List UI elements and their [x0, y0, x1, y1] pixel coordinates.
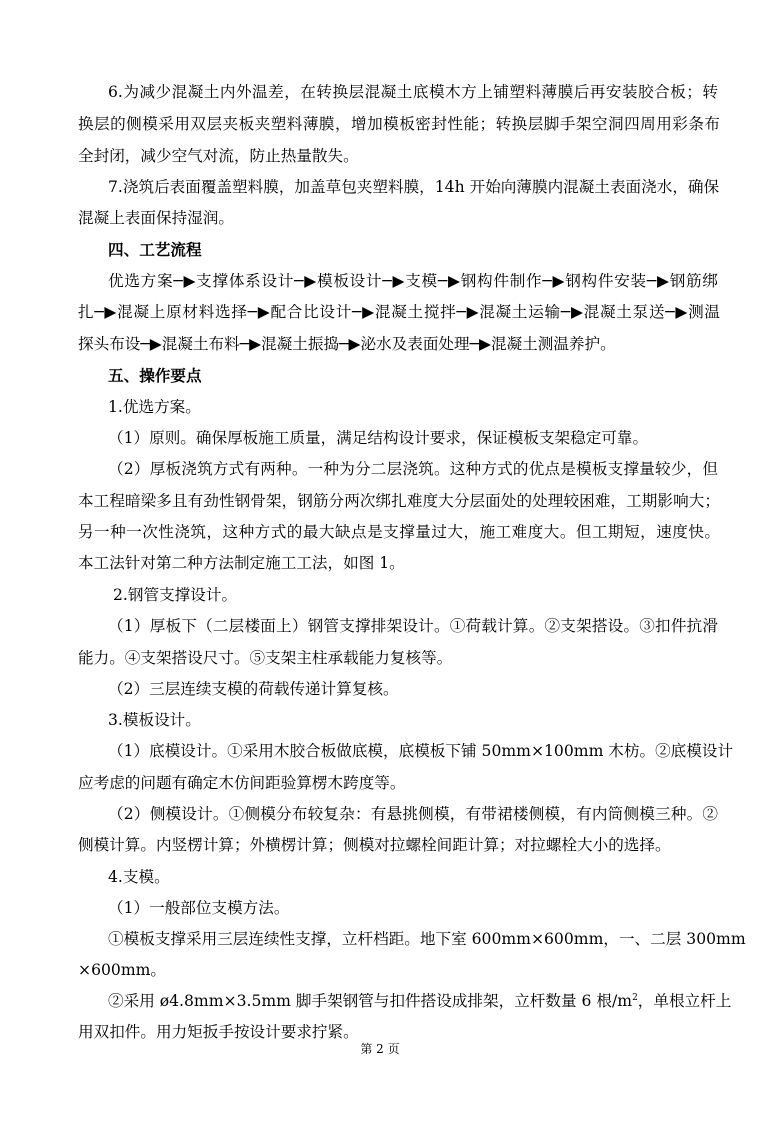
item-1-heading: 1.优选方案。 [108, 398, 201, 416]
paragraph-6-line-1: 6.为减少混凝土内外温差，在转换层混凝土底模木方上铺塑料薄膜后再安装胶合板；转 [108, 83, 718, 101]
item-3-side-form-line-1: （2）侧模设计。①侧模分布较复杂：有悬挑侧模，有带裙楼侧模，有内筒侧模三种。② [108, 805, 718, 823]
item-3-side-form-line-2: 侧模计算。内竖楞计算；外横楞计算；侧模对拉螺栓间距计算；对拉螺栓大小的选择。 [78, 836, 671, 854]
item-4-scaffold-suffix: ，单根立杆上 [637, 992, 732, 1010]
process-flow-line-3: 探头布设─▶混凝土布料─▶混凝土振捣─▶泌水及表面处理─▶混凝土测温养护。 [78, 335, 616, 353]
item-4-scaffold-line-1 [108, 991, 732, 1011]
item-4-scaffold-main: ②采用 ø4.8mm×3.5mm 脚手架钢管与扣件搭设成排架，立杆数量 6 根/m [108, 992, 633, 1010]
section-heading-process-flow: 四、工艺流程 [108, 240, 202, 259]
item-4-scaffold-line-2: 用双扣件。用力矩扳手按设计要求拧紧。 [78, 1023, 359, 1041]
paragraph-7-line-1: 7.浇筑后表面覆盖塑料膜，加盖草包夹塑料膜，14h 开始向薄膜内混凝土表面浇水，确保 [108, 178, 720, 196]
paragraph-6-line-3: 全封闭，减少空气对流，防止热量散失。 [78, 147, 359, 165]
paragraph-7-line-2: 混凝上表面保持湿润。 [78, 209, 234, 227]
item-1-pouring-line-4: 本工法针对第二种方法制定施工工法，如图 1。 [78, 554, 405, 572]
item-1-pouring-line-1: （2）厚板浇筑方式有两种。一种为分二层浇筑。这种方式的优点是模板支撑量较少，但 [108, 460, 718, 478]
item-3-bottom-form-line-2: 应考虑的问题有确定木仿间距验算楞木跨度等。 [78, 774, 406, 792]
item-1-principle: （1）原则。确保厚板施工质量，满足结构设计要求，保证模板支架稳定可靠。 [108, 429, 649, 447]
item-2-support-line-1: （1）厚板下（二层楼面上）钢管支撑排架设计。①荷载计算。②支架搭设。③扣件抗滑 [108, 617, 718, 635]
item-2-load-transfer: （2）三层连续支模的荷载传递计算复核。 [108, 680, 399, 698]
item-1-pouring-line-2: 本工程暗梁多且有劲性钢骨架，钢筋分两次绑扎难度大分层面处的处理较困难，工期影响大； [78, 492, 720, 510]
item-4-heading: 4.支模。 [108, 868, 170, 886]
item-2-support-line-2: 能力。④支架搭设尺寸。⑤支架主柱承载能力复核等。 [78, 649, 453, 667]
page-number-footer: 第 2 页 [360, 1042, 400, 1056]
item-2-heading: 2.钢管支撑设计。 [113, 586, 238, 604]
item-4-scaffold-text [108, 991, 638, 1011]
section-heading-key-points: 五、操作要点 [108, 366, 202, 385]
item-4-general-method: （1）一般部位支模方法。 [108, 899, 290, 917]
item-4-support-line-1: ①模板支撑采用三层连续性支撑，立杆档距。地下室 600mm×600mm，一、二层 300mm [108, 930, 746, 948]
item-3-heading: 3.模板设计。 [108, 711, 201, 729]
process-flow-line-2: 扎─▶混凝上原材料选择─▶配合比设计─▶混凝土搅拌─▶混凝土运输─▶混凝土泵送─▶测温 [78, 303, 720, 321]
process-flow-line-1: 优选方案─▶支撑体系设计─▶模板设计─▶支模─▶钢构件制作─▶钢构件安装─▶钢筋绑 [108, 272, 718, 290]
paragraph-6-line-2: 换层的侧模采用双层夹板夹塑料薄膜，增加模板密封性能；转换层脚手架空洞四周用彩条布 [78, 115, 720, 133]
square-meter-exponent: 2 [632, 992, 638, 1003]
item-1-pouring-line-3: 另一种一次性浇筑，这种方式的最大缺点是支撑量过大，施工难度大。但工期短，速度快。 [78, 523, 720, 541]
item-4-support-line-2: ×600mm。 [78, 961, 166, 979]
item-3-bottom-form-line-1: （1）底模设计。①采用木胶合板做底模，底模板下铺 50mm×100mm 木枋。②底模设计 [108, 742, 734, 760]
